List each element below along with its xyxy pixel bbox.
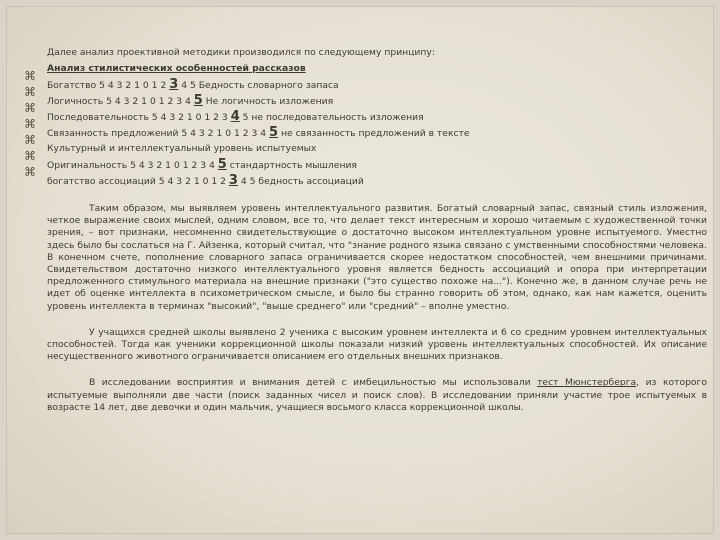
x-bullet-icon: ⌘ bbox=[24, 117, 36, 131]
paragraph-study: В исследовании восприятия и внимания детей с имбецильностью мы использовали тест Мюнстерберга, из которого испытуемые выполняли две части (поиск заданных чисел и поиск слов). В исследовании приняли участие трое испытуемых в возрасте 14 лет, две девочки и один мальчик, учащиеся восьмого класса коррекционной школы. bbox=[47, 377, 707, 413]
criterion-row: Последовательность 5 4 3 2 1 0 1 2 3 4 5 не последовательность изложения bbox=[47, 109, 424, 124]
paragraph-results: У учащихся средней школы выявлено 2 ученика с высоким уровнем интеллекта и 6 со средним уровнем интеллектуальных способностей. Тогда как ученики коррекционной школы показали низкий уровень интеллектуальных способностей. Их описание несущественного животного ограничивается описанием его отдельных внешних признаков. bbox=[47, 326, 707, 363]
x-bullet-icon: ⌘ bbox=[24, 133, 36, 147]
slide bbox=[6, 6, 714, 534]
criterion-row: Логичность 5 4 3 2 1 0 1 2 3 4 5 Не логичность изложения bbox=[47, 93, 334, 108]
criterion-row: Культурный и интеллектуальный уровень испытуемых bbox=[47, 143, 317, 154]
x-bullet-icon: ⌘ bbox=[24, 165, 36, 179]
criterion-row: Богатство 5 4 3 2 1 0 1 2 3 4 5 Бедность словарного запаса bbox=[47, 77, 339, 92]
munsterberg-test-link[interactable]: тест Мюнстерберга bbox=[537, 377, 637, 389]
slide-content bbox=[47, 45, 707, 414]
x-bullet-icon: ⌘ bbox=[24, 149, 36, 163]
table-title: Анализ стилистических особенностей рассказов bbox=[47, 63, 306, 74]
intro-text: Далее анализ проективной методики производился по следующему принципу: bbox=[47, 47, 435, 58]
paragraph-conclusion: Таким образом, мы выявляем уровень интеллектуального развития. Богатый словарный запас, связный стиль изложения, четкое выражение своих мыслей, одним словом, все то, что делает текст интересным и хорошо читаемым с художественной точки зрения, – вот признаки, несомненно свидетельствующие о достаточно высоком интеллектуальном уровне испытуемого. Уместно здесь было бы сослаться на Г. Айзенка, который считал, что "знание родного языка связано с умственными способностями человека. В конечном счете, пополнение словарного запаса ограничивается скорее недостатком способностей, чем внешними причинами. Свидетельством достаточно низкого интеллектуального уровня является бедность ассоциаций и опора при интерпретации предложенного стимульного материала на внешние признаки ("это существо похоже на..."). Конечно же, в данном случае речь не идет об оценке интеллекта в психометрическом смысле, и было бы странно говорить об этом, однако, как нам кажется, оценить уровень интеллекта в терминах "высокий", "выше среднего" или "средний" – вполне уместно. bbox=[47, 203, 707, 312]
criterion-row: Оригинальность 5 4 3 2 1 0 1 2 3 4 5 стандартность мышления bbox=[47, 157, 357, 172]
x-bullet-icon: ⌘ bbox=[24, 69, 36, 83]
criterion-row: Связанность предложений 5 4 3 2 1 0 1 2 3 4 5 не связанность предложений в тексте bbox=[47, 125, 470, 140]
criterion-row: богатство ассоциаций 5 4 3 2 1 0 1 2 3 4 5 бедность ассоциаций bbox=[47, 173, 364, 188]
x-bullet-icon: ⌘ bbox=[24, 101, 36, 115]
x-bullet-icon: ⌘ bbox=[24, 85, 36, 99]
